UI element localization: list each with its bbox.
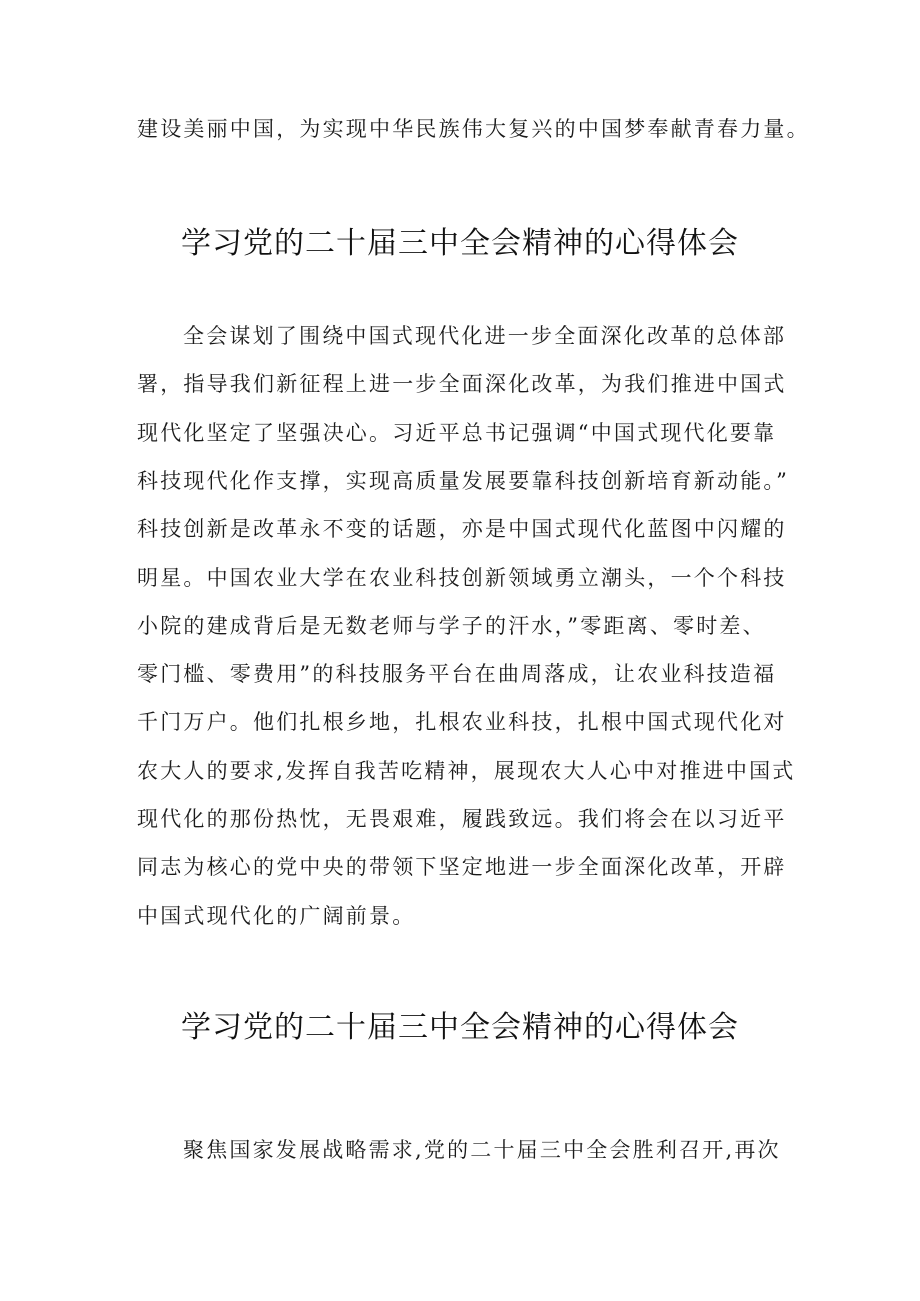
section-1-line-7: 小院的建成背后是无数老师与学子的汗水，”零距离、零时差、 (137, 614, 766, 638)
intro-closing-line: 建设美丽中国，为实现中华民族伟大复兴的中国梦奉献青春力量。 (137, 117, 810, 141)
section-1-line-10: 农大人的要求,发挥自我苦吃精神，展现农大人心中对推进中国式 (137, 759, 796, 783)
section-1-line-12: 同志为核心的党中央的带领下坚定地进一步全面深化改革，开辟 (137, 855, 787, 879)
section-1-line-9: 千门万户。他们扎根乡地，扎根农业科技，扎根中国式现代化对 (137, 710, 787, 734)
section-1-line-1: 全会谋划了围绕中国式现代化进一步全面深化改革的总体部 (183, 324, 787, 348)
section-1-line-4: 科技现代化作支撑，实现高质量发展要靠科技创新培育新动能。” (137, 469, 790, 493)
section-1-line-2: 署，指导我们新征程上进一步全面深化改革，为我们推进中国式 (137, 372, 787, 396)
section-1-title: 学习党的二十届三中全会精神的心得体会 (181, 226, 739, 261)
section-1-line-6: 明星。中国农业大学在农业科技创新领域勇立潮头，一个个科技 (137, 566, 787, 590)
section-1-line-5: 科技创新是改革永不变的话题，亦是中国式现代化蓝图中闪耀的 (137, 517, 787, 541)
section-1-line-11: 现代化的那份热忱，无畏艰难，履践致远。我们将会在以习近平 (137, 807, 787, 831)
section-1-line-13: 中国式现代化的广阔前景。 (137, 904, 416, 928)
section-1-line-8: 零门槛、零费用”的科技服务平台在曲周落成，让农业科技造福 (137, 662, 777, 686)
section-2-line-1: 聚焦国家发展战略需求,党的二十届三中全会胜利召开,再次 (183, 1138, 781, 1162)
section-2-title: 学习党的二十届三中全会精神的心得体会 (181, 1010, 739, 1045)
section-1-line-3: 现代化坚定了坚强决心。习近平总书记强调“中国式现代化要靠 (137, 421, 777, 445)
